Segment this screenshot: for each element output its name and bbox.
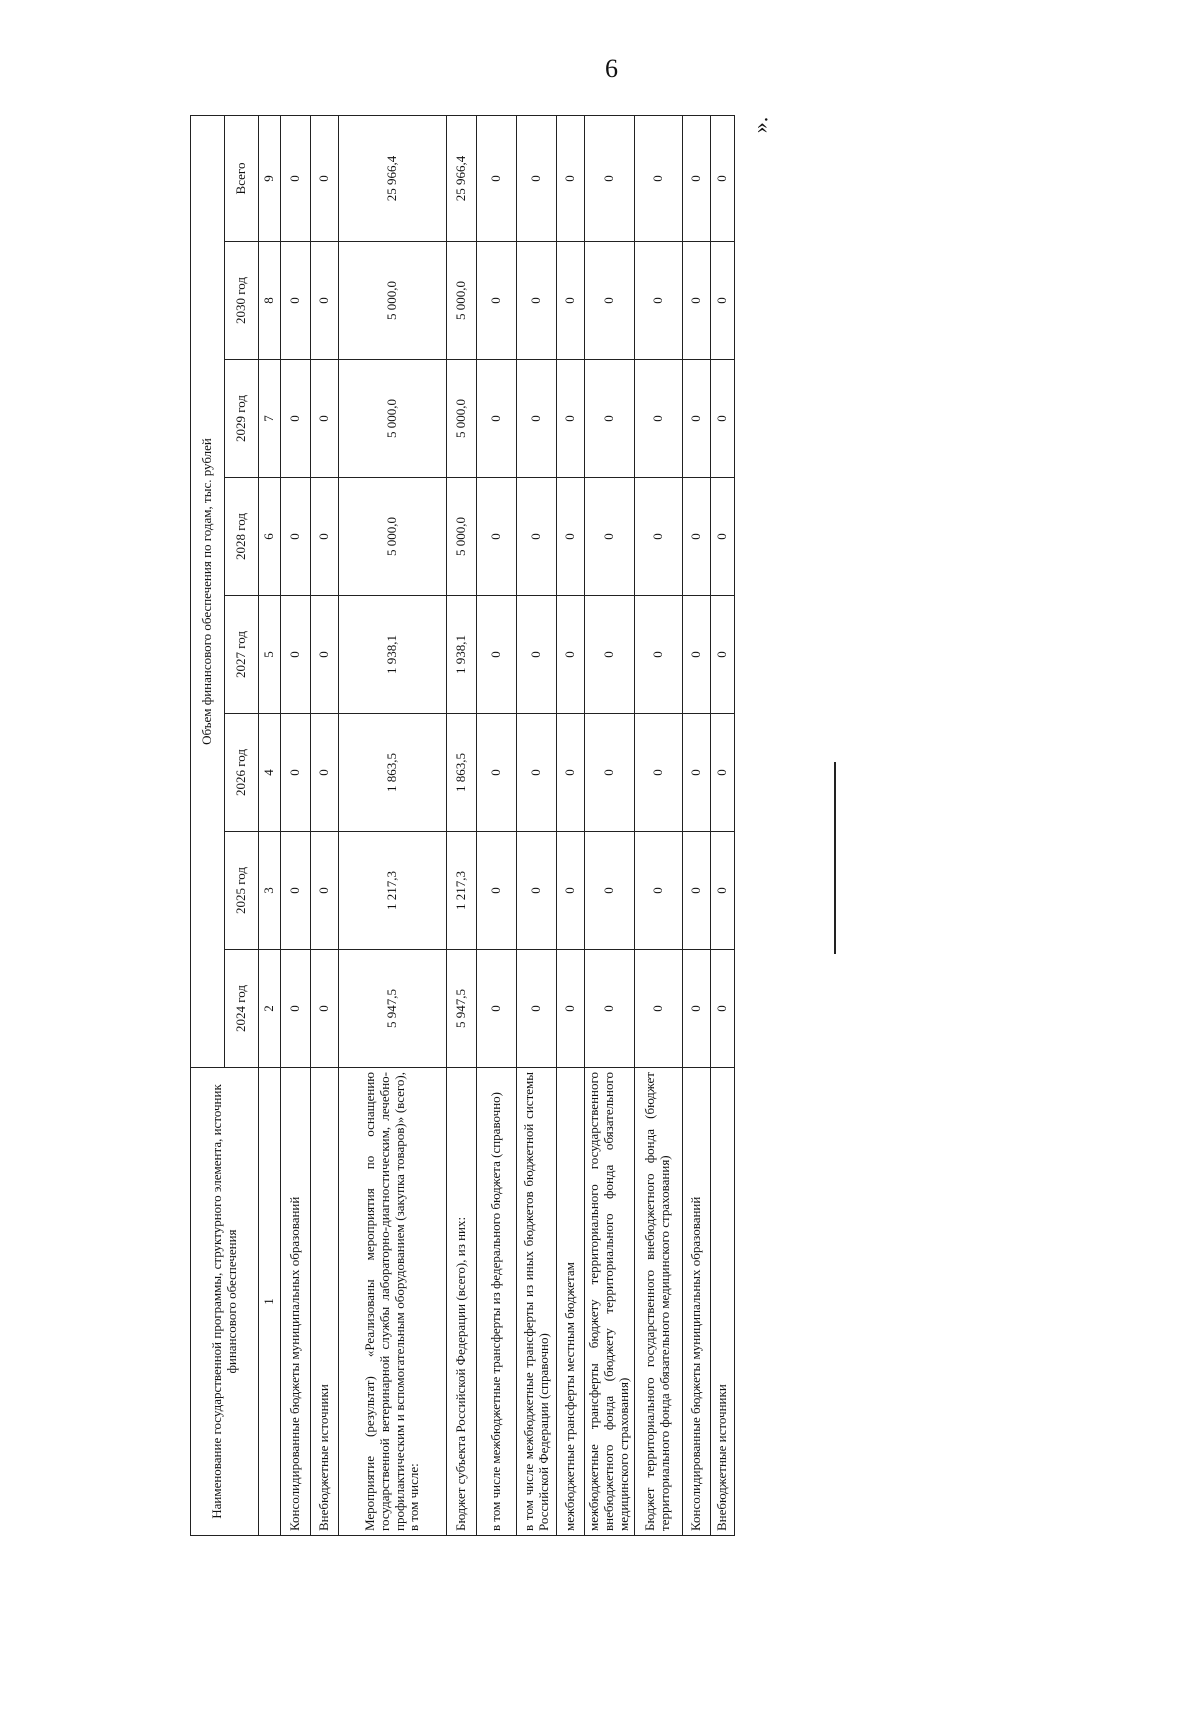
row-value: 0 [477, 832, 517, 950]
row-value: 0 [477, 950, 517, 1068]
row-value: 0 [710, 478, 734, 596]
volume-column-header: Объем финансового обеспечения по годам, тыс. рублей [191, 115, 225, 1067]
row-value: 1 863,5 [339, 714, 447, 832]
row-label: Внебюджетные источники [710, 1068, 734, 1536]
table-row [557, 115, 585, 1535]
table-row [517, 115, 557, 1535]
row-value: 0 [585, 714, 635, 832]
table-row [281, 115, 311, 1535]
year-column-header: 2028 год [225, 478, 259, 596]
column-number: 3 [259, 832, 281, 950]
row-value: 0 [682, 714, 710, 832]
row-value: 0 [634, 714, 682, 832]
closing-quote-mark: ». [747, 116, 773, 134]
row-value: 5 000,0 [447, 242, 477, 360]
row-value: 0 [585, 950, 635, 1068]
row-value: 0 [281, 950, 311, 1068]
row-value: 0 [557, 714, 585, 832]
row-value: 25 966,4 [447, 115, 477, 241]
column-number: 2 [259, 950, 281, 1068]
row-value: 0 [634, 950, 682, 1068]
row-label: межбюджетные трансферты бюджету территориального государственного внебюджетного фонда (бюджету территориального фонда обязательного медицинского страхования) [585, 1068, 635, 1536]
row-value: 0 [281, 115, 311, 241]
column-number: 5 [259, 596, 281, 714]
row-value: 1 863,5 [447, 714, 477, 832]
separator-line [834, 762, 836, 954]
row-value: 0 [682, 950, 710, 1068]
row-value: 5 947,5 [447, 950, 477, 1068]
row-value: 1 217,3 [447, 832, 477, 950]
row-value: 0 [682, 832, 710, 950]
row-value: 1 217,3 [339, 832, 447, 950]
row-value: 0 [634, 832, 682, 950]
row-value: 0 [585, 596, 635, 714]
row-label: в том числе межбюджетные трансферты из иных бюджетов бюджетной системы Российской Федерации (справочно) [517, 1068, 557, 1536]
column-number: 8 [259, 242, 281, 360]
row-label: Мероприятие (результат) «Реализованы мероприятия по оснащению государственной ветеринарной службы лабораторно-диагностическим, лечебно-профилактическим и вспомогательным оборудованием (закупка товаров)» (всего), в том числе: [339, 1068, 447, 1536]
row-value: 0 [311, 115, 339, 241]
row-value: 0 [517, 714, 557, 832]
row-value: 0 [710, 596, 734, 714]
row-value: 0 [682, 360, 710, 478]
row-value: 0 [557, 596, 585, 714]
row-value: 0 [477, 242, 517, 360]
row-value: 0 [682, 115, 710, 241]
row-value: 1 938,1 [339, 596, 447, 714]
row-label: Консолидированные бюджеты муниципальных образований [281, 1068, 311, 1536]
row-value: 0 [517, 360, 557, 478]
year-column-header: 2027 год [225, 596, 259, 714]
column-number: 7 [259, 360, 281, 478]
row-value: 0 [311, 832, 339, 950]
row-label: межбюджетные трансферты местным бюджетам [557, 1068, 585, 1536]
row-value: 0 [710, 115, 734, 241]
row-value: 0 [281, 478, 311, 596]
row-value: 0 [634, 242, 682, 360]
row-value: 0 [281, 360, 311, 478]
row-value: 0 [477, 596, 517, 714]
row-value: 0 [517, 115, 557, 241]
column-number: 4 [259, 714, 281, 832]
row-value: 0 [477, 360, 517, 478]
row-value: 0 [517, 950, 557, 1068]
row-value: 0 [634, 115, 682, 241]
row-value: 0 [710, 950, 734, 1068]
year-column-header: 2030 год [225, 242, 259, 360]
rotated-table-frame [190, 116, 729, 1536]
row-value: 0 [585, 832, 635, 950]
name-column-header: Наименование государственной программы, структурного элемента, источник финансового обеспечения [191, 1068, 259, 1536]
table-row [585, 115, 635, 1535]
row-value: 0 [557, 950, 585, 1068]
row-value: 0 [585, 115, 635, 241]
row-value: 0 [517, 832, 557, 950]
row-value: 0 [311, 242, 339, 360]
row-value: 0 [585, 242, 635, 360]
row-value: 0 [710, 832, 734, 950]
row-value: 0 [281, 242, 311, 360]
row-value: 0 [311, 714, 339, 832]
row-value: 5 000,0 [447, 360, 477, 478]
row-value: 0 [517, 478, 557, 596]
row-value: 0 [557, 832, 585, 950]
row-value: 0 [281, 596, 311, 714]
row-value: 0 [281, 832, 311, 950]
table-row [682, 115, 710, 1535]
year-column-header: 2025 год [225, 832, 259, 950]
row-value: 0 [311, 950, 339, 1068]
row-value: 0 [634, 478, 682, 596]
row-value: 0 [557, 242, 585, 360]
year-column-header: 2026 год [225, 714, 259, 832]
row-value: 0 [557, 478, 585, 596]
row-label: Бюджет территориального государственного внебюджетного фонда (бюджет территориального фонда обязательного медицинского страхования) [634, 1068, 682, 1536]
column-number: 9 [259, 115, 281, 241]
column-number: 6 [259, 478, 281, 596]
year-column-header: Всего [225, 115, 259, 241]
row-value: 0 [517, 596, 557, 714]
row-label: Внебюджетные источники [311, 1068, 339, 1536]
row-value: 0 [477, 478, 517, 596]
row-value: 1 938,1 [447, 596, 477, 714]
row-value: 0 [311, 596, 339, 714]
row-value: 0 [634, 596, 682, 714]
year-column-header: 2024 год [225, 950, 259, 1068]
row-value: 0 [710, 242, 734, 360]
row-value: 25 966,4 [339, 115, 447, 241]
row-value: 0 [477, 115, 517, 241]
row-label: Бюджет субъекта Российской Федерации (всего), из них: [447, 1068, 477, 1536]
row-value: 0 [281, 714, 311, 832]
row-value: 5 000,0 [339, 242, 447, 360]
table-row [311, 115, 339, 1535]
row-value: 0 [710, 714, 734, 832]
year-column-header: 2029 год [225, 360, 259, 478]
row-value: 0 [311, 360, 339, 478]
row-value: 0 [682, 242, 710, 360]
row-value: 0 [585, 360, 635, 478]
row-value: 0 [585, 478, 635, 596]
row-value: 5 000,0 [339, 360, 447, 478]
row-label: Консолидированные бюджеты муниципальных образований [682, 1068, 710, 1536]
row-value: 0 [634, 360, 682, 478]
page-number: 6 [605, 54, 618, 83]
row-value: 0 [557, 115, 585, 241]
row-value: 0 [682, 478, 710, 596]
row-value: 0 [477, 714, 517, 832]
row-value: 0 [710, 360, 734, 478]
row-value: 0 [682, 596, 710, 714]
table-row [339, 115, 447, 1535]
row-label: в том числе межбюджетные трансферты из федерального бюджета (справочно) [477, 1068, 517, 1536]
table-row [634, 115, 682, 1535]
row-value: 5 947,5 [339, 950, 447, 1068]
row-value: 5 000,0 [447, 478, 477, 596]
row-value: 0 [557, 360, 585, 478]
table-row [447, 115, 477, 1535]
financing-table [190, 115, 735, 1536]
column-number: 1 [259, 1068, 281, 1536]
row-value: 0 [517, 242, 557, 360]
table-row [477, 115, 517, 1535]
row-value: 5 000,0 [339, 478, 447, 596]
row-value: 0 [311, 478, 339, 596]
table-row [710, 115, 734, 1535]
